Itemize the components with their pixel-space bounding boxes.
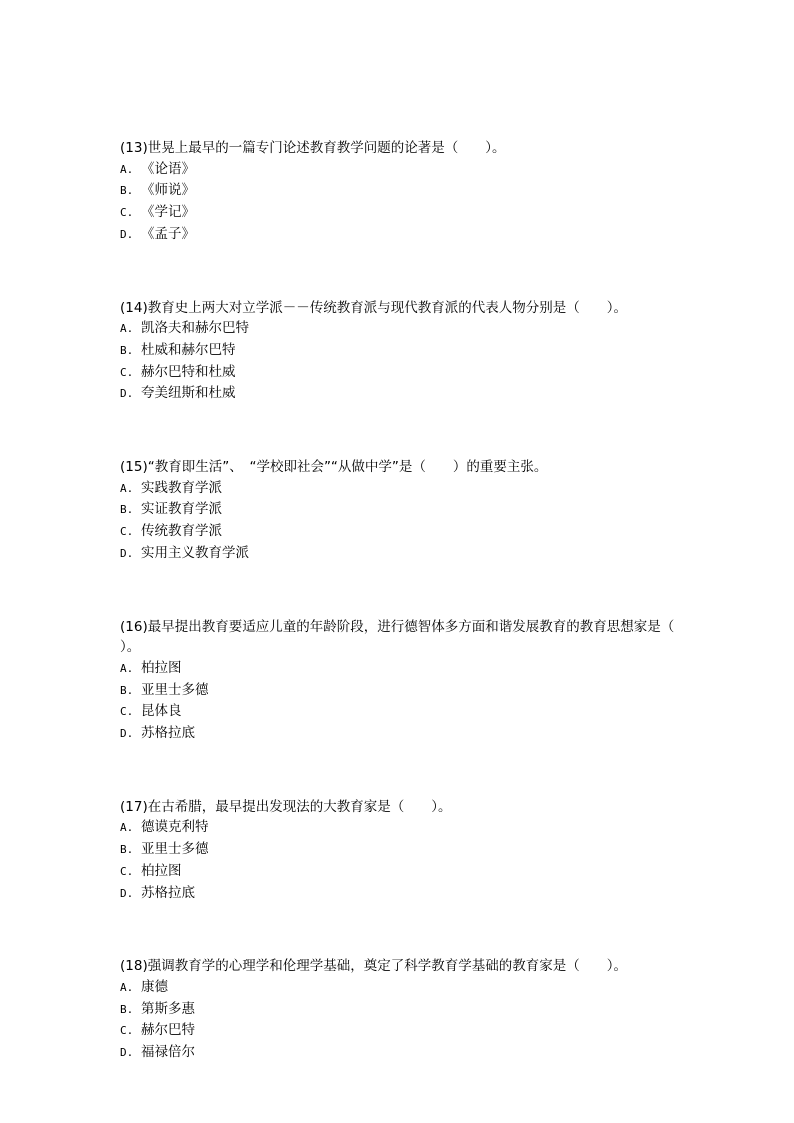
option-a	[120, 318, 680, 340]
option-letter: C.	[120, 705, 134, 719]
option-text: 昆体良	[141, 703, 182, 720]
option-text: 赫尔巴特和杜威	[141, 363, 236, 380]
option-b	[120, 680, 680, 702]
document-page	[120, 138, 702, 1064]
option-d	[120, 543, 680, 565]
question-stem: (16)最早提出教育要适应儿童的年龄阶段，进行德智体多方面和谐发展教育的教育思想家是（ ）。	[120, 618, 702, 656]
option-letter: A.	[120, 821, 134, 835]
option-letter: D.	[120, 546, 134, 560]
option-letter: B.	[120, 503, 134, 517]
option-text: 《论语》	[141, 160, 195, 177]
question-stem: (17)在古希腊，最早提出发现法的大教育家是（ ）。	[120, 798, 452, 815]
option-text: 康德	[141, 978, 168, 995]
option-letter: B.	[120, 1002, 134, 1016]
option-text: 凯洛夫和赫尔巴特	[141, 320, 249, 337]
option-b	[120, 499, 680, 521]
option-text: 亚里士多德	[141, 841, 209, 858]
option-d	[120, 723, 680, 745]
option-c	[120, 521, 680, 543]
option-b	[120, 839, 680, 861]
option-letter: B.	[120, 843, 134, 857]
option-a	[120, 977, 680, 999]
question-17	[120, 797, 680, 905]
option-text: 传统教育学派	[141, 523, 222, 540]
option-text: 苏格拉底	[141, 884, 195, 901]
option-text: 苏格拉底	[141, 725, 195, 742]
option-letter: D.	[120, 1046, 134, 1060]
option-letter: A.	[120, 481, 134, 495]
option-text: 柏拉图	[141, 862, 182, 879]
question-16	[120, 617, 702, 745]
option-a	[120, 478, 680, 500]
option-d	[120, 383, 680, 405]
option-b	[120, 999, 680, 1021]
option-text: 柏拉图	[141, 659, 182, 676]
option-c	[120, 701, 680, 723]
option-letter: C.	[120, 206, 134, 220]
option-text: 杜威和赫尔巴特	[141, 341, 236, 358]
option-letter: B.	[120, 343, 134, 357]
option-text: 亚里士多德	[141, 681, 209, 698]
option-letter: A.	[120, 162, 134, 176]
question-stem: (18)强调教育学的心理学和伦理学基础，奠定了科学教育学基础的教育家是（ ）。	[120, 958, 627, 975]
question-14	[120, 298, 680, 406]
question-13	[120, 138, 680, 246]
question-18	[120, 956, 680, 1064]
option-letter: A.	[120, 661, 134, 675]
option-text: 第斯多惠	[141, 1000, 195, 1017]
option-text: 实证教育学派	[141, 501, 222, 518]
option-text: 实践教育学派	[141, 479, 222, 496]
option-letter: A.	[120, 980, 134, 994]
option-text: 《师说》	[141, 182, 195, 199]
option-letter: A.	[120, 322, 134, 336]
option-d	[120, 1042, 680, 1064]
option-a	[120, 658, 680, 680]
option-text: 夸美纽斯和杜威	[141, 385, 236, 402]
question-stem: (14)教育史上两大对立学派－－传统教育派与现代教育派的代表人物分别是（ ）。	[120, 299, 627, 316]
option-c	[120, 202, 680, 224]
option-b	[120, 180, 680, 202]
option-a	[120, 817, 680, 839]
option-text: 赫尔巴特	[141, 1022, 195, 1039]
option-letter: C.	[120, 525, 134, 539]
option-letter: B.	[120, 184, 134, 198]
option-letter: C.	[120, 1024, 134, 1038]
option-letter: C.	[120, 365, 134, 379]
option-text: 实用主义教育学派	[141, 544, 249, 561]
option-text: 《孟子》	[141, 225, 195, 242]
question-15	[120, 457, 680, 565]
option-letter: D.	[120, 227, 134, 241]
option-a	[120, 159, 680, 181]
option-letter: D.	[120, 886, 134, 900]
option-letter: D.	[120, 727, 134, 741]
question-stem: (15)“教育即生活”、 “学校即社会”“从做中学”是（ ）的重要主张。	[120, 459, 548, 476]
option-c	[120, 1020, 680, 1042]
option-letter: D.	[120, 387, 134, 401]
option-c	[120, 861, 680, 883]
option-letter: B.	[120, 683, 134, 697]
option-d	[120, 883, 680, 905]
option-letter: C.	[120, 864, 134, 878]
option-c	[120, 362, 680, 384]
option-text: 福禄倍尔	[141, 1044, 195, 1061]
option-text: 德谟克利特	[141, 819, 209, 836]
option-b	[120, 340, 680, 362]
option-text: 《学记》	[141, 204, 195, 221]
question-stem: (13)世晃上最早的一篇专门论述教育教学问题的论著是（ ）。	[120, 140, 506, 156]
option-d	[120, 224, 680, 246]
